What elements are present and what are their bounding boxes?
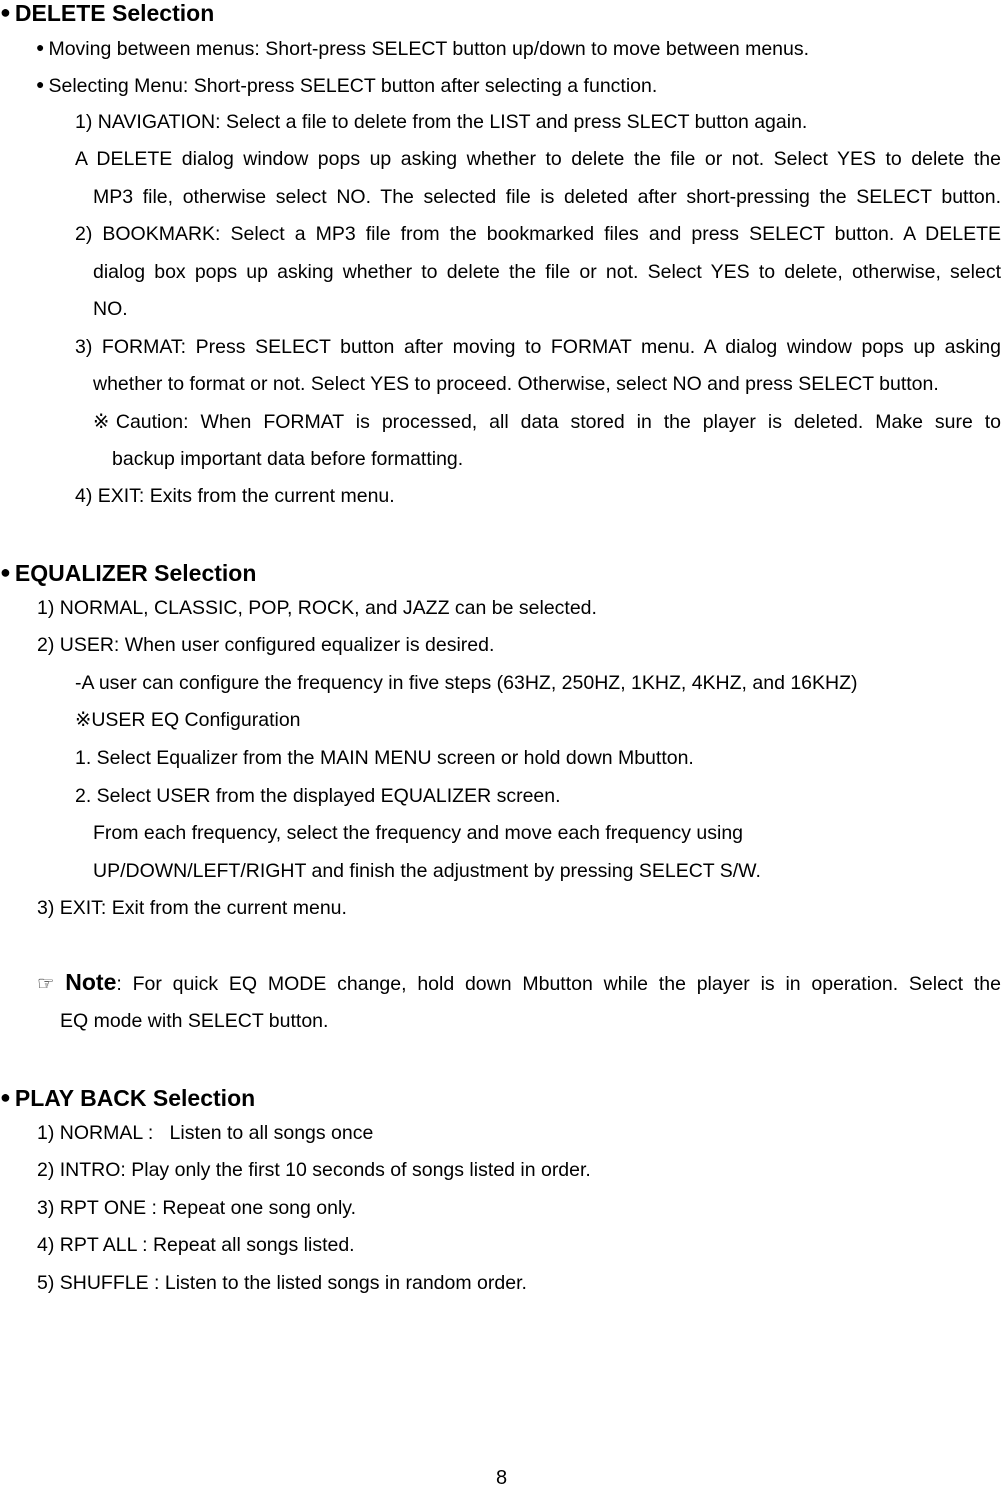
equalizer-line: 2. Select USER from the displayed EQUALIZER screen. bbox=[75, 785, 561, 807]
delete-bullet: ● Moving between menus: Short-press SELECT button up/down to move between menus. bbox=[36, 38, 810, 60]
page-number: 8 bbox=[495, 1467, 508, 1489]
pointing-hand-icon: ☞ bbox=[37, 973, 55, 995]
delete-bullet: ● Selecting Menu: Short-press SELECT button after selecting a function. bbox=[36, 75, 658, 97]
caution-line: backup important data before formatting. bbox=[112, 448, 464, 470]
playback-line: 3) RPT ONE : Repeat one song only. bbox=[37, 1197, 357, 1219]
note-line: ☞ Note: For quick EQ MODE change, hold down Mbutton while the player is in operation. Select the bbox=[37, 969, 1001, 995]
delete-line: dialog box pops up asking whether to delete the file or not. Select YES to delete, otherwise, select bbox=[93, 261, 1001, 283]
playback-line: 5) SHUFFLE : Listen to the listed songs in random order. bbox=[37, 1272, 527, 1294]
bullet-icon: ● bbox=[0, 562, 11, 582]
delete-line: MP3 file, otherwise select NO. The selected file is deleted after short-pressing the SELECT button. bbox=[93, 186, 1001, 208]
bullet-icon: ● bbox=[36, 76, 45, 92]
delete-line: whether to format or not. Select YES to proceed. Otherwise, select NO and press SELECT button. bbox=[93, 373, 939, 395]
note-label: Note bbox=[65, 969, 117, 995]
playback-heading: ● PLAY BACK Selection bbox=[0, 1085, 256, 1111]
delete-heading: ● DELETE Selection bbox=[0, 0, 215, 26]
delete-line: NO. bbox=[93, 298, 128, 320]
delete-line: 4) EXIT: Exits from the current menu. bbox=[75, 485, 395, 507]
delete-line: 2) BOOKMARK: Select a MP3 file from the bookmarked files and press SELECT button. A DELETE bbox=[75, 223, 1001, 245]
equalizer-line: ※USER EQ Configuration bbox=[75, 709, 301, 731]
equalizer-line: -A user can configure the frequency in five steps (63HZ, 250HZ, 1KHZ, 4KHZ, and 16KHZ) bbox=[75, 672, 858, 694]
equalizer-heading: ● EQUALIZER Selection bbox=[0, 560, 257, 586]
equalizer-line: 1) NORMAL, CLASSIC, POP, ROCK, and JAZZ can be selected. bbox=[37, 597, 597, 619]
equalizer-line: UP/DOWN/LEFT/RIGHT and finish the adjustment by pressing SELECT S/W. bbox=[93, 860, 761, 882]
note-line: EQ mode with SELECT button. bbox=[60, 1010, 329, 1032]
bullet-icon: ● bbox=[0, 1087, 11, 1107]
bullet-icon: ● bbox=[36, 39, 45, 55]
playback-line: 4) RPT ALL : Repeat all songs listed. bbox=[37, 1234, 355, 1256]
bullet-icon: ● bbox=[0, 2, 11, 22]
equalizer-line: 1. Select Equalizer from the MAIN MENU screen or hold down Mbutton. bbox=[75, 747, 694, 769]
equalizer-line: 2) USER: When user configured equalizer is desired. bbox=[37, 634, 495, 656]
playback-line: 2) INTRO: Play only the first 10 seconds of songs listed in order. bbox=[37, 1159, 591, 1181]
equalizer-line: From each frequency, select the frequency and move each frequency using bbox=[93, 822, 744, 844]
delete-line: 3) FORMAT: Press SELECT button after moving to FORMAT menu. A dialog window pops up asking bbox=[75, 336, 1001, 358]
equalizer-line: 3) EXIT: Exit from the current menu. bbox=[37, 897, 347, 919]
delete-line: 1) NAVIGATION: Select a file to delete from the LIST and press SLECT button again. bbox=[75, 111, 808, 133]
delete-line: A DELETE dialog window pops up asking whether to delete the file or not. Select YES to delete the bbox=[75, 148, 1001, 170]
caution-line: ※Caution: When FORMAT is processed, all data stored in the player is deleted. Make sure to bbox=[93, 411, 1001, 433]
playback-line: 1) NORMAL : Listen to all songs once bbox=[37, 1122, 374, 1144]
